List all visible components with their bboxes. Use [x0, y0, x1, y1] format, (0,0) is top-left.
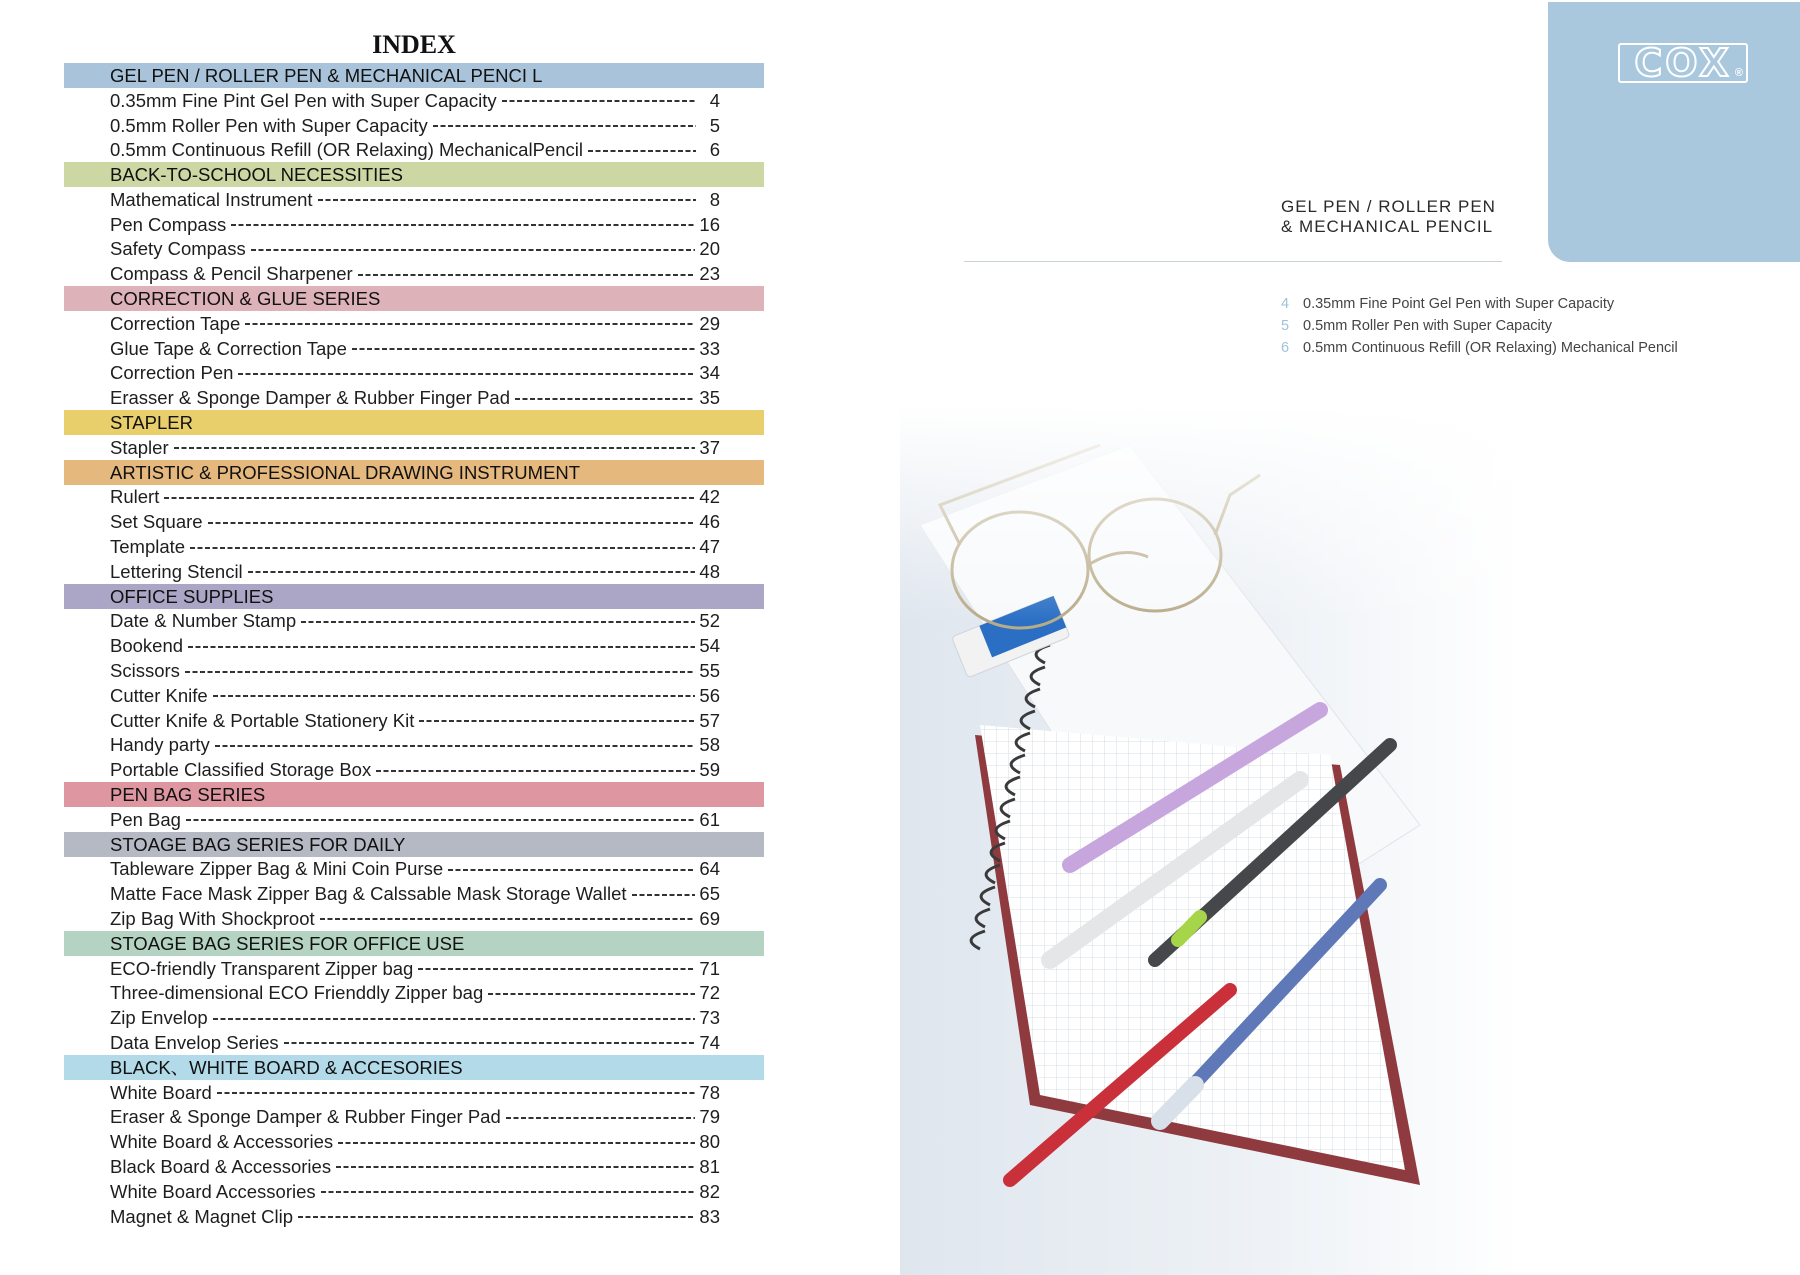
index-entry[interactable] [64, 1154, 720, 1179]
entry-label: Bookend [110, 635, 184, 657]
index-entry[interactable] [64, 956, 720, 981]
entry-page-number: 34 [699, 362, 720, 384]
entry-label: White Board [110, 1081, 212, 1103]
index-entry[interactable] [64, 485, 720, 510]
dot-leader [164, 497, 695, 499]
entry-label: Scissors [110, 660, 180, 682]
entry-label: Black Board & Accessories [110, 1155, 332, 1177]
entry-page-number: 58 [699, 734, 720, 756]
entry-page-number: 5 [709, 114, 720, 136]
entry-page-number: 65 [699, 883, 720, 905]
entry-page-number: 80 [699, 1131, 720, 1153]
entry-page-number: 35 [699, 387, 720, 409]
entry-page-number: 59 [699, 759, 720, 781]
entry-page-number: 54 [699, 635, 720, 657]
entry-label: Safety Compass [110, 238, 246, 260]
entry-label: Compass & Pencil Sharpener [110, 263, 353, 285]
index-entry[interactable] [64, 237, 720, 262]
entry-label: Matte Face Mask Zipper Bag & Calssable Mask Storage Wallet [110, 883, 627, 905]
section-header: OFFICE SUPPLIES [64, 584, 764, 609]
index-entry[interactable] [64, 683, 720, 708]
entry-label: White Board & Accessories [110, 1131, 334, 1153]
entry-page-number: 74 [699, 1031, 720, 1053]
dot-leader [174, 447, 696, 449]
index-entry[interactable] [64, 435, 720, 460]
content-label: 0.5mm Roller Pen with Super Capacity [1303, 318, 1553, 334]
index-entry[interactable] [64, 509, 720, 534]
section-heading-line-1: GEL PEN / ROLLER PEN [1281, 197, 1496, 216]
dot-leader [506, 1117, 696, 1119]
entry-page-number: 23 [699, 263, 720, 285]
dot-leader [588, 150, 696, 152]
entry-label: White Board Accessories [110, 1180, 316, 1202]
section-header: STAPLER [64, 410, 764, 435]
dot-leader [245, 323, 695, 325]
brand-color-block [1548, 2, 1800, 262]
entry-label: 0.5mm Roller Pen with Super Capacity [110, 114, 428, 136]
index-entry[interactable] [64, 1030, 720, 1055]
dot-leader [188, 646, 695, 648]
index-entry[interactable] [64, 733, 720, 758]
entry-label: Handy party [110, 734, 210, 756]
heading-divider [964, 261, 1502, 262]
entry-label: Data Envelop Series [110, 1031, 279, 1053]
entry-page-number: 83 [699, 1205, 720, 1227]
cox-logo-text: COX [1634, 41, 1732, 85]
dot-leader [488, 993, 695, 995]
entry-page-number: 79 [699, 1106, 720, 1128]
entry-label: Tableware Zipper Bag & Mini Coin Purse [110, 858, 444, 880]
dot-leader [215, 745, 696, 747]
dot-leader [231, 224, 695, 226]
entry-page-number: 71 [699, 957, 720, 979]
dot-leader [186, 819, 695, 821]
entry-label: 0.35mm Fine Pint Gel Pen with Super Capacity [110, 89, 497, 111]
dot-leader [352, 348, 696, 350]
content-item [1281, 293, 1678, 315]
dot-leader [213, 695, 696, 697]
index-entry[interactable] [64, 88, 720, 113]
index-entry[interactable] [64, 1204, 720, 1229]
entry-page-number: 48 [699, 560, 720, 582]
entry-label: Zip Envelop [110, 1007, 208, 1029]
index-entry[interactable] [64, 1179, 720, 1204]
cox-logo [1618, 43, 1748, 83]
entry-label: Magnet & Magnet Clip [110, 1205, 294, 1227]
entry-label: Pen Compass [110, 213, 227, 235]
section-header: BLACK、WHITE BOARD & ACCESORIES [64, 1055, 764, 1080]
dot-leader [358, 274, 696, 276]
dot-leader [251, 249, 696, 251]
entry-page-number: 37 [699, 436, 720, 458]
entry-label: Cutter Knife & Portable Stationery Kit [110, 709, 415, 731]
entry-label: Correction Pen [110, 362, 234, 384]
entry-page-number: 29 [699, 312, 720, 334]
entry-page-number: 20 [699, 238, 720, 260]
entry-label: Correction Tape [110, 312, 241, 334]
index-entry[interactable] [64, 658, 720, 683]
entry-label: 0.5mm Continuous Refill (OR Relaxing) MechanicalPencil [110, 139, 583, 161]
index-list [64, 63, 764, 1228]
index-entry[interactable] [64, 212, 720, 237]
dot-leader [248, 571, 696, 573]
content-label: 0.5mm Continuous Refill (OR Relaxing) Mechanical Pencil [1303, 340, 1678, 356]
index-entry[interactable] [64, 113, 720, 138]
section-header: STOAGE BAG SERIES FOR OFFICE USE [64, 931, 764, 956]
index-entry[interactable] [64, 881, 720, 906]
content-item [1281, 337, 1678, 359]
entry-page-number: 55 [699, 660, 720, 682]
index-entry[interactable] [64, 857, 720, 882]
dot-leader [185, 671, 696, 673]
entry-page-number: 82 [699, 1180, 720, 1202]
dot-leader [376, 770, 695, 772]
content-page-number: 4 [1281, 296, 1290, 312]
section-heading-line-2: & MECHANICAL PENCIL [1281, 217, 1494, 236]
entry-label: Mathematical Instrument [110, 188, 313, 210]
dot-leader [338, 1142, 695, 1144]
entry-page-number: 61 [699, 808, 720, 830]
section-header: BACK-TO-SCHOOL NECESSITIES [64, 162, 764, 187]
product-photo-illustration [900, 405, 1520, 1275]
dot-leader [320, 918, 696, 920]
section-header: GEL PEN / ROLLER PEN & MECHANICAL PENCI L [64, 63, 764, 88]
dot-leader [190, 547, 695, 549]
dot-leader [418, 968, 695, 970]
entry-label: Date & Number Stamp [110, 610, 297, 632]
entry-label: Glue Tape & Correction Tape [110, 337, 347, 359]
dot-leader [213, 1018, 696, 1020]
dot-leader [632, 894, 696, 896]
index-entry[interactable] [64, 385, 720, 410]
section-header: PEN BAG SERIES [64, 782, 764, 807]
entry-label: ECO-friendly Transparent Zipper bag [110, 957, 414, 979]
dot-leader [238, 373, 695, 375]
dot-leader [208, 522, 696, 524]
dot-leader [217, 1092, 696, 1094]
section-contents-list [1281, 293, 1678, 359]
entry-page-number: 42 [699, 486, 720, 508]
content-page-number: 6 [1281, 340, 1290, 356]
entry-page-number: 4 [709, 89, 720, 111]
dot-leader [448, 869, 695, 871]
content-label: 0.35mm Fine Point Gel Pen with Super Capacity [1303, 296, 1615, 312]
dot-leader [321, 1191, 696, 1193]
content-item [1281, 315, 1678, 337]
entry-label: Set Square [110, 511, 203, 533]
entry-page-number: 57 [699, 709, 720, 731]
entry-page-number: 56 [699, 684, 720, 706]
entry-page-number: 69 [699, 908, 720, 929]
index-entry[interactable] [64, 137, 720, 162]
index-entry[interactable] [64, 261, 720, 286]
section-heading [1281, 197, 1496, 237]
entry-page-number: 52 [699, 610, 720, 632]
entry-page-number: 6 [709, 139, 720, 161]
dot-leader [298, 1216, 695, 1218]
entry-label: Portable Classified Storage Box [110, 759, 372, 781]
index-entry[interactable] [64, 311, 720, 336]
entry-page-number: 16 [699, 213, 720, 235]
index-title: INDEX [372, 30, 456, 59]
index-entry[interactable] [64, 807, 720, 832]
index-entry[interactable] [64, 361, 720, 386]
entry-page-number: 72 [699, 982, 720, 1004]
index-entry[interactable] [64, 534, 720, 559]
entry-page-number: 47 [699, 536, 720, 558]
entry-page-number: 73 [699, 1007, 720, 1029]
entry-page-number: 81 [699, 1155, 720, 1177]
index-entry[interactable] [64, 708, 720, 733]
registered-mark: ® [1734, 67, 1743, 79]
entry-label: Stapler [110, 436, 169, 458]
index-entry[interactable] [64, 906, 720, 931]
index-entry[interactable] [64, 187, 720, 212]
content-page-number: 5 [1281, 318, 1290, 334]
entry-label: Three-dimensional ECO Frienddly Zipper bag [110, 982, 484, 1004]
index-entry[interactable] [64, 633, 720, 658]
entry-label: Pen Bag [110, 808, 181, 830]
index-entry[interactable] [64, 1005, 720, 1030]
index-entry[interactable] [64, 980, 720, 1005]
dot-leader [318, 199, 696, 201]
index-entry[interactable] [64, 609, 720, 634]
section-header: CORRECTION & GLUE SERIES [64, 286, 764, 311]
dot-leader [515, 398, 695, 400]
entry-page-number: 8 [709, 188, 720, 210]
dot-leader [502, 100, 696, 102]
entry-label: Eraser & Sponge Damper & Rubber Finger Pad [110, 1106, 501, 1128]
index-entry[interactable] [64, 1104, 720, 1129]
section-header: ARTISTIC & PROFESSIONAL DRAWING INSTRUMENT [64, 460, 764, 485]
entry-label: Template [110, 536, 186, 558]
entry-page-number: 78 [699, 1081, 720, 1103]
dot-leader [433, 125, 696, 127]
dot-leader [284, 1042, 696, 1044]
dot-leader [336, 1166, 695, 1168]
dot-leader [301, 621, 695, 623]
entry-page-number: 33 [699, 337, 720, 359]
index-entry[interactable] [64, 559, 720, 584]
entry-label: Zip Bag With Shockproot [110, 908, 315, 929]
entry-label: Rulert [110, 486, 160, 508]
product-photo [900, 405, 1520, 1275]
entry-page-number: 46 [699, 511, 720, 533]
dot-leader [419, 720, 695, 722]
section-header: STOAGE BAG SERIES FOR DAILY [64, 832, 764, 857]
section-cover-page [900, 0, 1800, 1275]
entry-page-number: 64 [699, 858, 720, 880]
index-entry[interactable] [64, 757, 720, 782]
entry-label: Lettering Stencil [110, 560, 243, 582]
index-entry[interactable] [64, 336, 720, 361]
index-entry[interactable] [64, 1129, 720, 1154]
index-entry[interactable] [64, 1080, 720, 1105]
entry-label: Cutter Knife [110, 684, 208, 706]
entry-label: Erasser & Sponge Damper & Rubber Finger Pad [110, 387, 511, 409]
